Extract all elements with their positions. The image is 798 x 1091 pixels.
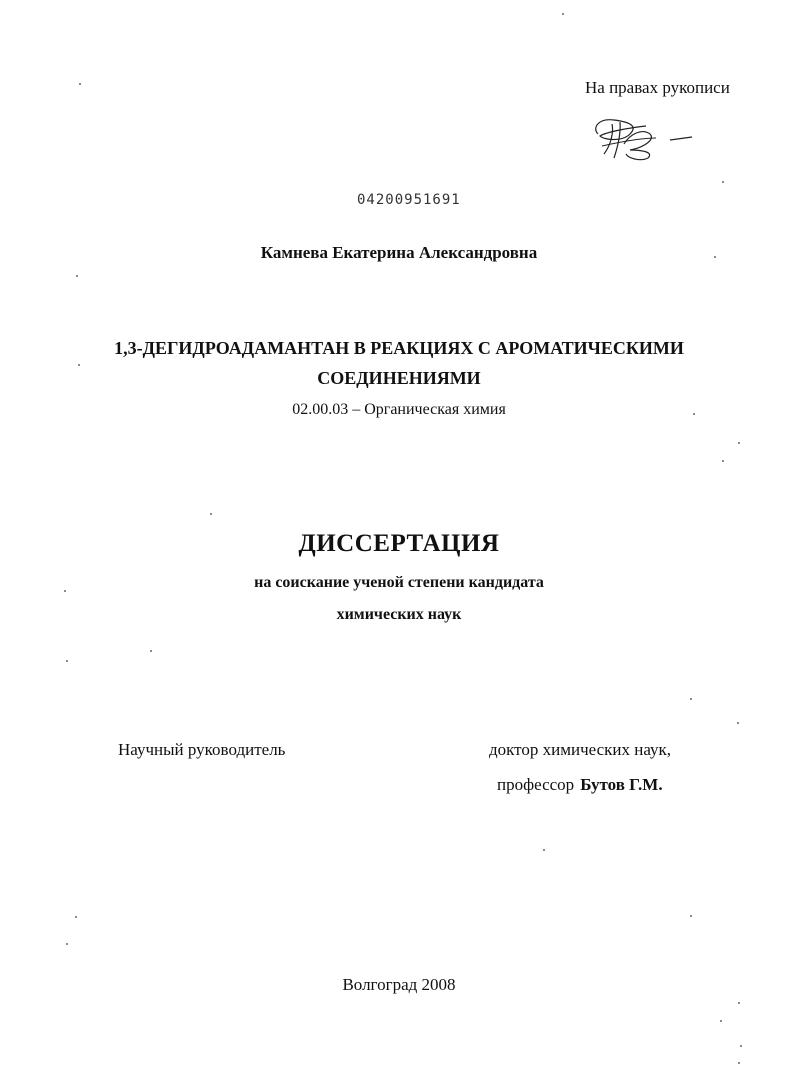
degree-line1: на соискание ученой степени кандидата [254,574,544,591]
scan-speck [738,1002,740,1004]
scan-speck [543,849,545,851]
degree-line2: химических наук [336,606,462,623]
scan-speck [76,275,78,277]
scan-speck [690,698,692,700]
scan-speck [75,916,77,918]
author-name: Камнева Екатерина Александровна [260,243,538,262]
thesis-title-line2: СОЕДИНЕНИЯМИ [317,368,481,388]
thesis-title-line1: 1,3-ДЕГИДРОАДАМАНТАН В РЕАКЦИЯХ С АРОМАТИЧЕСКИМИ [114,338,684,358]
supervisor-position-line [497,775,663,795]
scan-speck [737,722,739,724]
scan-speck [722,181,724,183]
scan-speck [714,256,716,258]
supervisor-name: Бутов Г.М. [580,775,663,794]
scan-speck [562,13,564,15]
scan-speck [66,660,68,662]
scan-speck [722,460,724,462]
scan-speck [78,364,80,366]
scan-speck [64,590,66,592]
scan-speck [690,915,692,917]
scan-speck [740,1045,742,1047]
handwritten-signature [590,110,700,162]
archive-code: 04200951691 [357,192,461,208]
scan-speck [79,83,81,85]
scan-speck [693,413,695,415]
supervisor-degree: доктор химических наук, [489,740,672,759]
scan-speck [150,650,152,652]
specialty-code: 02.00.03 – Органическая химия [292,401,506,418]
place-and-year: Волгоград 2008 [342,975,456,994]
scan-speck [66,943,68,945]
rights-note: На правах рукописи [585,78,730,97]
supervisor-label: Научный руководитель [118,740,286,759]
document-type: ДИССЕРТАЦИЯ [298,530,500,557]
scan-speck [738,1062,740,1064]
scan-speck [210,513,212,515]
scan-speck [720,1020,722,1022]
supervisor-position: профессор [497,775,575,794]
scan-speck [738,442,740,444]
